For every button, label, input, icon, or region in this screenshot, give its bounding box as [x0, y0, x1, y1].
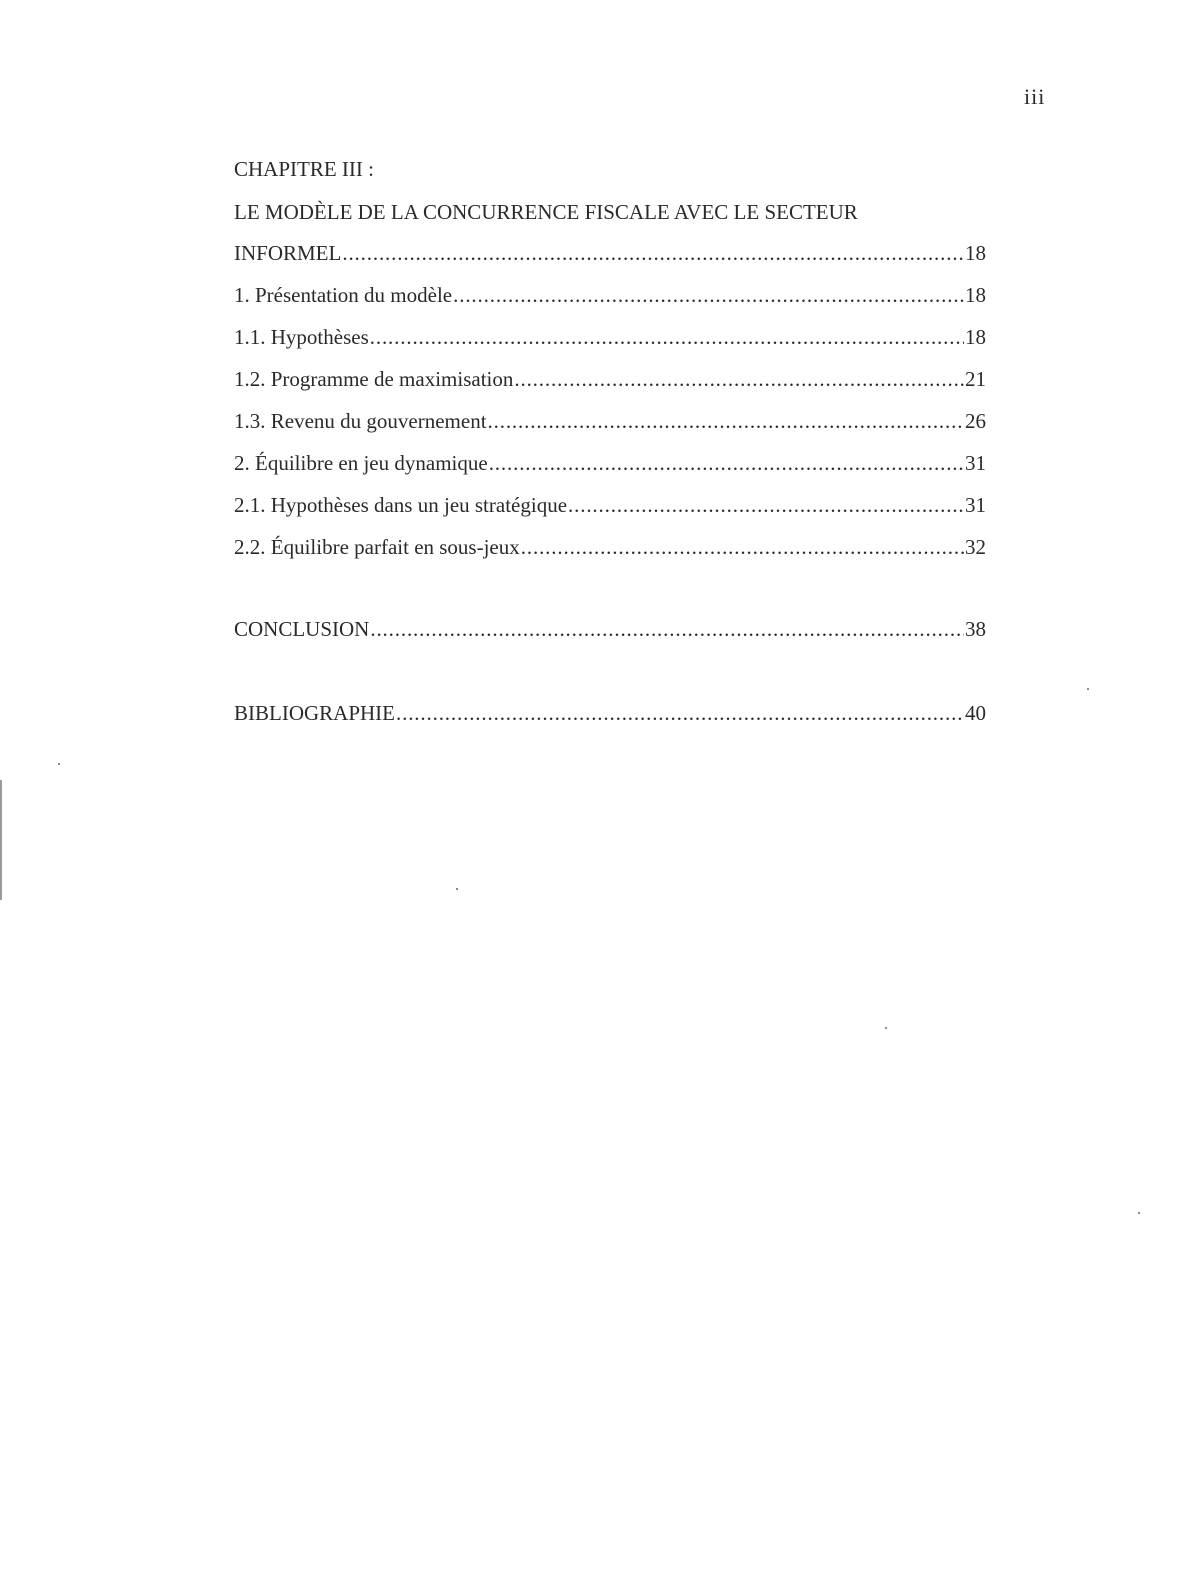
toc-entry-label: INFORMEL: [234, 241, 342, 265]
toc-entry-page: 18: [965, 241, 986, 265]
dot-leader: [396, 700, 964, 726]
dot-leader: [488, 408, 964, 434]
toc-entry-label: 1.1. Hypothèses: [234, 325, 369, 349]
toc-entry-label: 1. Présentation du modèle: [234, 283, 453, 307]
dot-leader: [521, 534, 964, 560]
dot-leader: [489, 450, 964, 476]
scan-speck: [456, 888, 458, 890]
dot-leader: [342, 240, 964, 266]
toc-entry-label: 1.2. Programme de maximisation: [234, 367, 514, 391]
toc-entry: [234, 324, 986, 350]
toc-entry-label: CONCLUSION: [234, 617, 370, 641]
toc-entry: [234, 700, 986, 726]
toc-entry-page: 38: [965, 617, 986, 641]
chapter-heading: CHAPITRE III :: [234, 157, 374, 181]
scan-speck: [885, 1027, 887, 1029]
toc-entry-page: 21: [965, 367, 986, 391]
scan-speck: [1138, 1212, 1140, 1214]
toc-entry: [234, 408, 986, 434]
dot-leader: [514, 366, 964, 392]
scan-speck: [1087, 688, 1089, 690]
toc-entry: [234, 240, 986, 266]
toc-entry: [234, 616, 986, 642]
toc-entry-page: 18: [965, 283, 986, 307]
toc-entry: [234, 366, 986, 392]
dot-leader: [568, 492, 964, 518]
toc-entry: [234, 492, 986, 518]
toc-entry: [234, 534, 986, 560]
toc-entry-label: 2.2. Équilibre parfait en sous-jeux: [234, 535, 520, 559]
toc-entry-page: 31: [965, 451, 986, 475]
toc-entry-page: 31: [965, 493, 986, 517]
toc-entry-label: 2. Équilibre en jeu dynamique: [234, 451, 488, 475]
page-number: iii: [1024, 84, 1046, 109]
toc-entry-page: 32: [965, 535, 986, 559]
toc-entry: [234, 282, 986, 308]
dot-leader: [370, 616, 964, 642]
dot-leader: [370, 324, 964, 350]
dot-leader: [453, 282, 964, 308]
toc-entry-label: 1.3. Revenu du gouvernement: [234, 409, 487, 433]
chapter-title: LE MODÈLE DE LA CONCURRENCE FISCALE AVEC LE SECTEUR: [234, 200, 858, 224]
toc-entry-label: BIBLIOGRAPHIE: [234, 701, 395, 725]
toc-entry-page: 18: [965, 325, 986, 349]
toc-entry-page: 26: [965, 409, 986, 433]
scan-speck: [58, 763, 60, 765]
toc-entry: [234, 450, 986, 476]
scan-edge: [0, 780, 2, 900]
toc-entry-label: 2.1. Hypothèses dans un jeu stratégique: [234, 493, 568, 517]
toc-entry-page: 40: [965, 701, 986, 725]
